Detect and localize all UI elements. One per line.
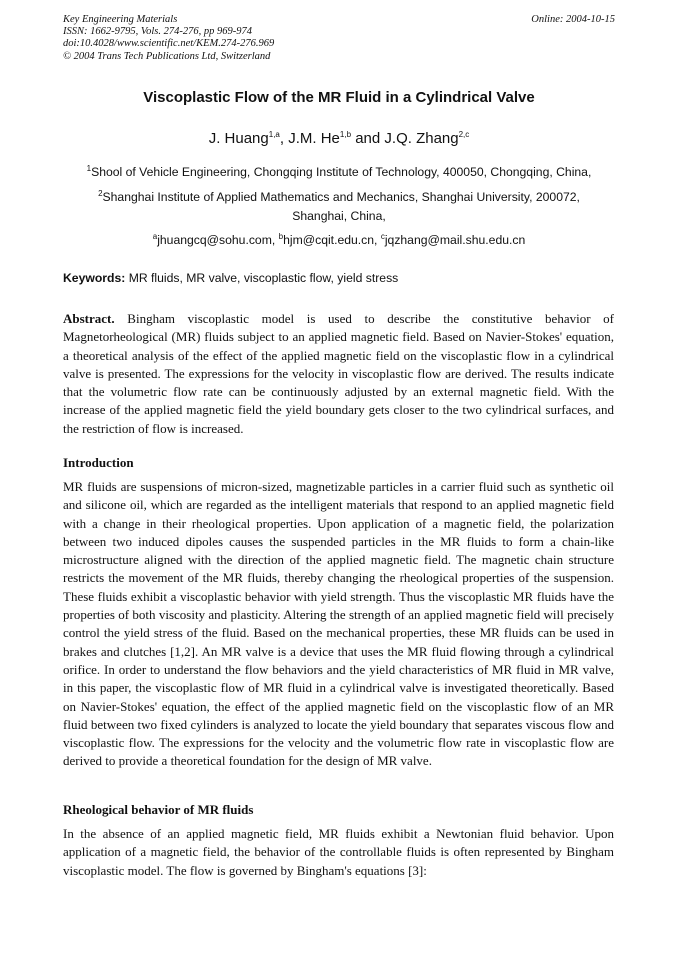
email-address: jhuangcq@sohu.com, bbox=[157, 233, 279, 247]
keywords-text: MR fluids, MR valve, viscoplastic flow, yield stress bbox=[125, 271, 399, 285]
author-name: J. Huang bbox=[208, 130, 269, 147]
affiliation-text: Shanghai, China, bbox=[292, 209, 386, 223]
email-mark: b bbox=[278, 231, 284, 241]
author-affiliation-mark: 1,b bbox=[339, 130, 352, 139]
email-mark: c bbox=[380, 231, 385, 241]
journal-header bbox=[63, 14, 274, 63]
keywords bbox=[63, 271, 398, 285]
abstract-label: Abstract. bbox=[63, 311, 115, 326]
author-separator: and bbox=[351, 130, 385, 147]
issn-line: ISSN: 1662-9795, Vols. 274-276, pp 969-974 bbox=[63, 26, 252, 38]
author-affiliation-mark: 2,c bbox=[458, 130, 470, 139]
rheological-paragraph: In the absence of an applied magnetic field, MR fluids exhibit a Newtonian fluid behavior. Upon application of a magnetic field, the behavior of the controllable fluids is often represented by Bingham viscoplastic model. The flow is governed by Bingham's equations [3]: bbox=[63, 826, 614, 878]
keywords-label: Keywords: bbox=[63, 271, 126, 285]
email-line bbox=[70, 231, 608, 250]
email-address: jqzhang@mail.shu.edu.cn bbox=[384, 233, 526, 247]
author-list bbox=[0, 130, 678, 147]
email-mark: a bbox=[152, 231, 158, 241]
section-heading-introduction: Introduction bbox=[63, 455, 134, 470]
section-heading-rheological: Rheological behavior of MR fluids bbox=[63, 802, 254, 817]
affiliation-1 bbox=[70, 163, 608, 182]
affiliation-2 bbox=[70, 188, 608, 226]
abstract bbox=[63, 310, 614, 438]
affiliation-text: Shanghai Institute of Applied Mathematics and Mechanics, Shanghai University, 200072, bbox=[102, 190, 580, 204]
email-address: hjm@cqit.edu.cn, bbox=[283, 233, 381, 247]
affiliation-text: Shool of Vehicle Engineering, Chongqing Institute of Technology, 400050, Chongqing, China, bbox=[91, 165, 592, 179]
abstract-text: Bingham viscoplastic model is used to describe the constitutive behavior of Magnetorheological (MR) fluids subject to an applied magnetic field. Based on Navier-Stokes' equation, a theoretical analysis of the effect of the applied magnetic field on the viscoplastic flow in a cylindrical valve is presented. The expressions for the velocity in viscoplastic flow are derived. The results indicate that the volumetric flow rate can be continuously adjusted by an external magnetic field. With the increase of the applied magnetic field the yield boundary gets closer to the two cylindrical surfaces, and the restriction of flow is increased. bbox=[63, 311, 614, 436]
affiliation-mark: 1 bbox=[86, 163, 92, 173]
online-date: Online: 2004-10-15 bbox=[531, 14, 615, 25]
author-name: J.Q. Zhang bbox=[384, 130, 459, 147]
doi-line: doi:10.4028/www.scientific.net/KEM.274-276.969 bbox=[63, 38, 275, 50]
author-affiliation-mark: 1,a bbox=[268, 130, 280, 139]
author-name: J.M. He bbox=[288, 130, 340, 147]
copyright-line: © 2004 Trans Tech Publications Ltd, Switzerland bbox=[63, 50, 271, 62]
author-separator: , bbox=[279, 130, 289, 147]
affiliation-mark: 2 bbox=[98, 188, 103, 198]
journal-name: Key Engineering Materials bbox=[63, 14, 178, 25]
paper-title: Viscoplastic Flow of the MR Fluid in a Cylindrical Valve bbox=[143, 89, 535, 106]
introduction-paragraph: MR fluids are suspensions of micron-sized, magnetizable particles in a carrier fluid such as synthetic oil and silicone oil, which are regarded as the intelligent materials that respond to an applied magnetic field with a change in their rheological properties. Upon application of a magnetic field, the polarization between two induced dipoles causes the suspended particles in the MR fluids to form a chain-like microstructure aligned with the direction of the applied magnetic field. The magnetic chain structure restricts the movement of the MR fluids, thereby changing the rheological properties of the suspension. These fluids exhibit a viscoplastic behavior with yield strength. Thus the viscoplastic MR fluids have the properties of both viscosity and plasticity. Altering the strength of an applied magnetic field will precisely control the yield stress of the fluid. Based on the mechanical properties, these MR fluids can be used in brakes and clutches [1,2]. An MR valve is a device that uses the MR fluid flowing through a cylindrical orifice. In order to understand the flow behaviors and the yield characteristics of MR fluid in MR valve, in this paper, the viscoplastic flow of MR fluid in a cylindrical valve is investigated theoretically. Based on Navier-Stokes' equation, the effect of the applied magnetic field on the viscoplastic flow of an MR fluid between two fixed cylinders is analyzed to locate the yield boundary that separates viscous flow and viscoplastic flow. The expressions for the velocity and the volumetric flow rate in viscoplastic flow are derived to provide a theoretical foundation for the design of MR valve. bbox=[63, 479, 614, 769]
